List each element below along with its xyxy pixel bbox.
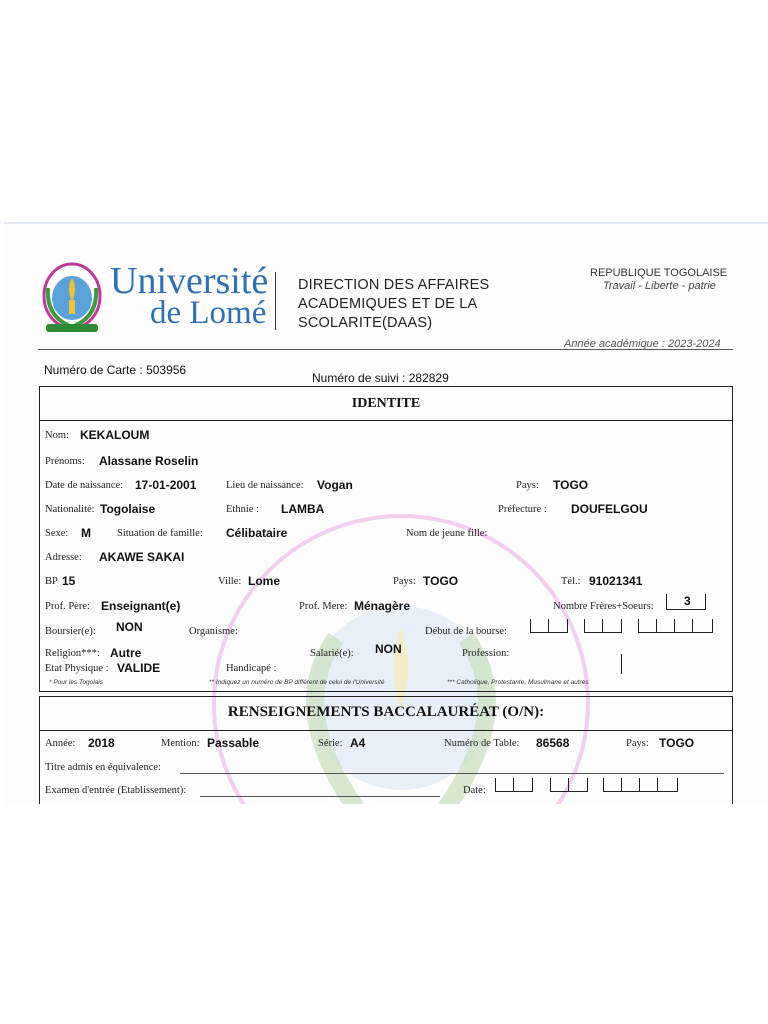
exam-year-box xyxy=(603,778,678,792)
bac-title-rule xyxy=(39,730,733,731)
box-divider xyxy=(656,619,657,632)
dob-value: 17-01-2001 xyxy=(135,478,197,492)
card-number: Numéro de Carte : 503956 xyxy=(44,363,187,377)
bac-serie-value: A4 xyxy=(350,736,366,750)
religion-value: Autre xyxy=(110,646,142,660)
tracking-number: Numéro de suivi : 282829 xyxy=(312,371,449,385)
prefecture-label: Préfecture : xyxy=(498,504,547,515)
prof-pere-label: Prof. Père: xyxy=(45,601,90,612)
box-divider xyxy=(674,619,675,632)
bac-annee-label: Année: xyxy=(45,738,76,749)
bourse-year-box xyxy=(638,619,713,633)
header-rule xyxy=(38,349,733,350)
situation-label: Situation de famille: xyxy=(117,528,203,539)
bourse-month-box xyxy=(584,619,622,633)
nom-value: KEKALOUM xyxy=(80,428,150,442)
academic-year: Année académique : 2023-2024 xyxy=(564,338,721,350)
debut-bourse-label: Début de la bourse: xyxy=(425,626,507,637)
ville-label: Ville: xyxy=(218,576,242,587)
salarie-label: Salarié(e): xyxy=(310,648,354,659)
footnote-1: * Pour les Togolais xyxy=(49,679,103,686)
box-divider xyxy=(602,619,603,632)
handicape-label: Handicapé : xyxy=(226,663,277,674)
nationalite-label: Nationalité: xyxy=(45,504,95,515)
box-divider xyxy=(513,778,514,791)
nom-label: Nom: xyxy=(45,430,69,441)
sexe-value: M xyxy=(81,526,91,540)
pays2-label: Pays: xyxy=(393,576,416,587)
bourse-day-box xyxy=(530,619,568,633)
equivalence-line xyxy=(180,773,724,774)
situation-value: Célibataire xyxy=(226,526,288,540)
sexe-label: Sexe: xyxy=(45,528,69,539)
religion-label: Religion***: xyxy=(45,648,100,659)
etat-value: VALIDE xyxy=(117,661,161,675)
bac-pays-label: Pays: xyxy=(626,738,649,749)
box-divider xyxy=(568,778,569,791)
box-divider xyxy=(657,778,658,791)
boursier-label: Boursier(e): xyxy=(45,626,96,637)
adresse-label: Adresse: xyxy=(45,552,82,563)
prenoms-value: Alassane Roselin xyxy=(99,454,199,468)
box-divider xyxy=(692,619,693,632)
box-divider xyxy=(639,778,640,791)
ethnie-value: LAMBA xyxy=(281,502,325,516)
prefecture-value: DOUFELGOU xyxy=(571,502,648,516)
lieu-label: Lieu de naissance: xyxy=(226,480,304,491)
nationalite-value: Togolaise xyxy=(100,502,156,516)
bac-mention-value: Passable xyxy=(207,736,260,750)
examen-line xyxy=(200,796,440,797)
exam-month-box xyxy=(550,778,588,792)
bac-mention-label: Mention: xyxy=(161,738,200,749)
lieu-value: Vogan xyxy=(317,478,353,492)
tel-value: 91021341 xyxy=(589,574,643,588)
equivalence-label: Titre admis en équivalence: xyxy=(45,762,161,773)
bac-title: RENSEIGNEMENTS BACCALAURÉAT (O/N): xyxy=(227,704,545,720)
prenoms-label: Prénoms: xyxy=(45,456,85,467)
direction-line3: SCOLARITE(DAAS) xyxy=(298,315,433,331)
freres-label: Nombre Frères+Soeurs: xyxy=(553,601,654,612)
registration-form xyxy=(4,222,768,804)
university-name-line2: de Lomé xyxy=(150,295,267,331)
tel-label: Tél.: xyxy=(561,576,581,587)
direction-line1: DIRECTION DES AFFAIRES xyxy=(298,277,490,293)
footnote-3: *** Catholique, Protestante, Musulmane et autres xyxy=(447,679,589,686)
identite-title: IDENTITE xyxy=(351,396,421,411)
bp-value: 15 xyxy=(62,574,76,588)
boursier-value: NON xyxy=(116,620,143,634)
prof-mere-label: Prof. Mere: xyxy=(299,601,348,612)
republic-name: REPUBLIQUE TOGOLAISE xyxy=(590,267,728,279)
bac-pays-value: TOGO xyxy=(659,736,695,750)
adresse-value: AKAWE SAKAI xyxy=(99,550,185,564)
profession-marker xyxy=(621,654,622,674)
prof-mere-value: Ménagère xyxy=(354,599,411,613)
box-divider xyxy=(548,619,549,632)
prof-pere-value: Enseignant(e) xyxy=(101,599,181,613)
salarie-value: NON xyxy=(375,642,402,656)
identite-title-rule xyxy=(39,420,733,421)
pays2-value: TOGO xyxy=(423,574,459,588)
etat-label: Etat Physique : xyxy=(45,663,109,674)
ethnie-label: Ethnie : xyxy=(226,504,259,515)
bac-table-label: Numéro de Table: xyxy=(444,738,520,749)
header-divider xyxy=(275,272,276,330)
pays-value: TOGO xyxy=(553,478,589,492)
university-logo-icon xyxy=(40,258,104,340)
exam-day-box xyxy=(495,778,533,792)
bp-label: BP xyxy=(45,576,58,587)
ville-value: Lome xyxy=(248,574,281,588)
footnote-2: ** Indiquez un numéro de BP différent de celui de l'Université xyxy=(209,679,385,686)
pays-label: Pays: xyxy=(516,480,539,491)
organisme-label: Organisme: xyxy=(189,626,238,637)
examen-label: Examen d'entrée (Etablissement): xyxy=(45,785,187,796)
bac-serie-label: Série: xyxy=(318,738,343,749)
jeune-fille-label: Nom de jeune fille: xyxy=(406,528,488,539)
direction-line2: ACADEMIQUES ET DE LA xyxy=(298,296,478,312)
republic-motto: Travail - Liberte - patrie xyxy=(603,280,716,292)
university-name-line1: Université xyxy=(110,260,269,302)
box-divider xyxy=(621,778,622,791)
freres-value: 3 xyxy=(684,594,691,608)
dob-label: Date de naissance: xyxy=(45,480,124,491)
date-label: Date: xyxy=(463,785,486,796)
bac-annee-value: 2018 xyxy=(88,736,115,750)
bac-table-value: 86568 xyxy=(536,736,570,750)
profession-label: Profession: xyxy=(462,648,510,659)
